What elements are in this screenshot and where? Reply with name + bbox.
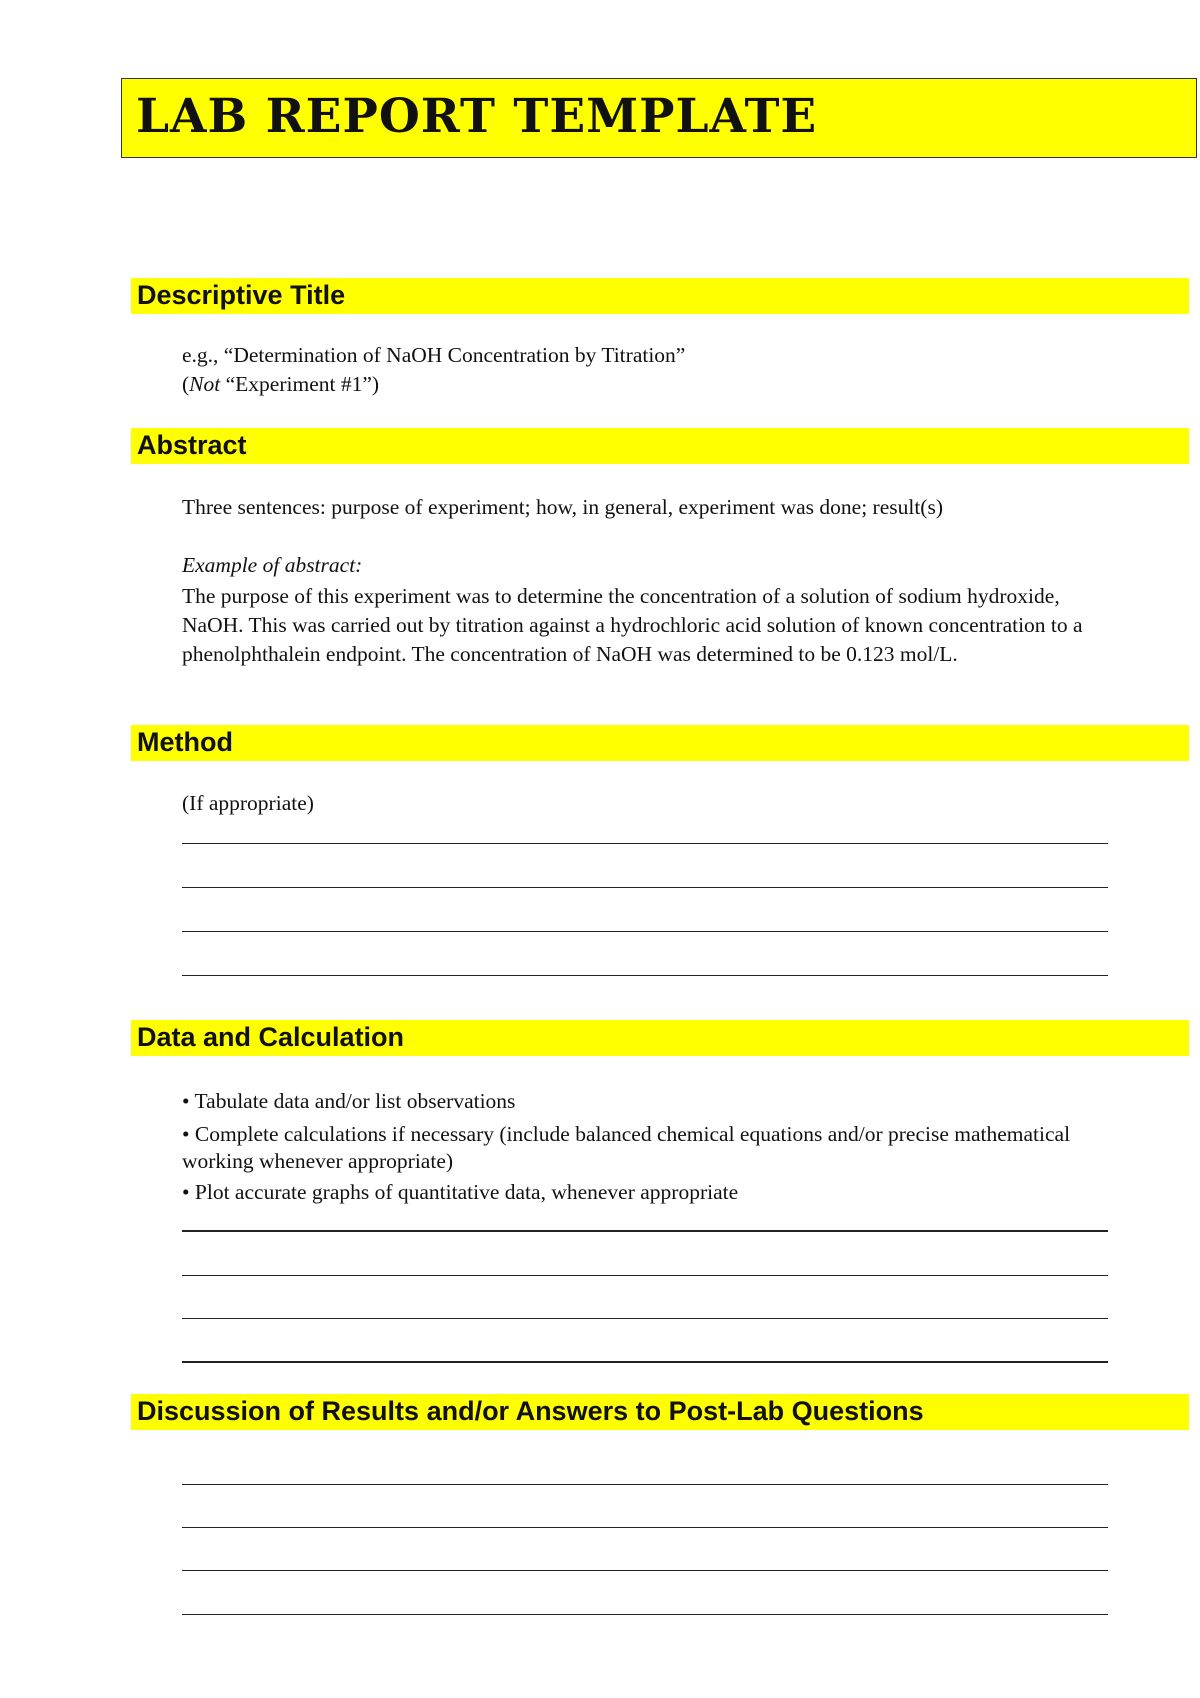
abstract-example-text: The purpose of this experiment was to determine the concentration of a solution of sodium hydroxide, NaOH. This was carried out by titration against a hydrochloric acid solution of known concentration to a phenolphthalein endpoint. The concentration of NaOH was determined to be 0.123 mol/L. xyxy=(182,584,1083,666)
section-title: Abstract xyxy=(137,430,247,460)
section-header-discussion xyxy=(131,1394,1189,1430)
data-writing-line[interactable] xyxy=(182,1275,1108,1276)
data-writing-line[interactable] xyxy=(182,1230,1108,1232)
data-bullet: • Plot accurate graphs of quantitative data, whenever appropriate xyxy=(182,1180,739,1204)
discussion-writing-line[interactable] xyxy=(182,1527,1108,1528)
method-writing-line[interactable] xyxy=(182,843,1108,844)
abstract-instruction: Three sentences: purpose of experiment; how, in general, experiment was done; result(s) xyxy=(182,495,943,519)
section-header-method xyxy=(131,725,1189,761)
title-banner xyxy=(121,78,1197,158)
method-writing-line[interactable] xyxy=(182,975,1108,976)
data-bullet: • Complete calculations if necessary (include balanced chemical equations and/or precise mathematical working whenever appropriate) xyxy=(182,1122,1071,1173)
page-title: LAB REPORT TEMPLATE xyxy=(136,89,818,144)
section-title: Discussion of Results and/or Answers to Post-Lab Questions xyxy=(137,1396,924,1426)
section-title: Descriptive Title xyxy=(137,280,346,310)
discussion-writing-line[interactable] xyxy=(182,1570,1108,1571)
data-writing-line[interactable] xyxy=(182,1318,1108,1319)
abstract-example-label: Example of abstract: xyxy=(182,553,363,577)
section-header-descriptive-title xyxy=(131,278,1189,314)
title-example-text: e.g., “Determination of NaOH Concentration by Titration” xyxy=(182,343,686,367)
method-writing-line[interactable] xyxy=(182,887,1108,888)
title-not-example: (Not “Experiment #1”) xyxy=(182,372,380,396)
section-title: Data and Calculation xyxy=(137,1022,405,1052)
data-bullet: • Tabulate data and/or list observations xyxy=(182,1089,516,1113)
section-header-abstract xyxy=(131,428,1189,464)
discussion-writing-line[interactable] xyxy=(182,1484,1108,1485)
section-header-data-calculation xyxy=(131,1020,1189,1056)
section-title: Method xyxy=(137,727,233,757)
not-word: Not xyxy=(189,372,221,396)
method-note: (If appropriate) xyxy=(182,791,314,815)
data-writing-line[interactable] xyxy=(182,1361,1108,1363)
method-writing-line[interactable] xyxy=(182,931,1108,932)
discussion-writing-line[interactable] xyxy=(182,1614,1108,1615)
